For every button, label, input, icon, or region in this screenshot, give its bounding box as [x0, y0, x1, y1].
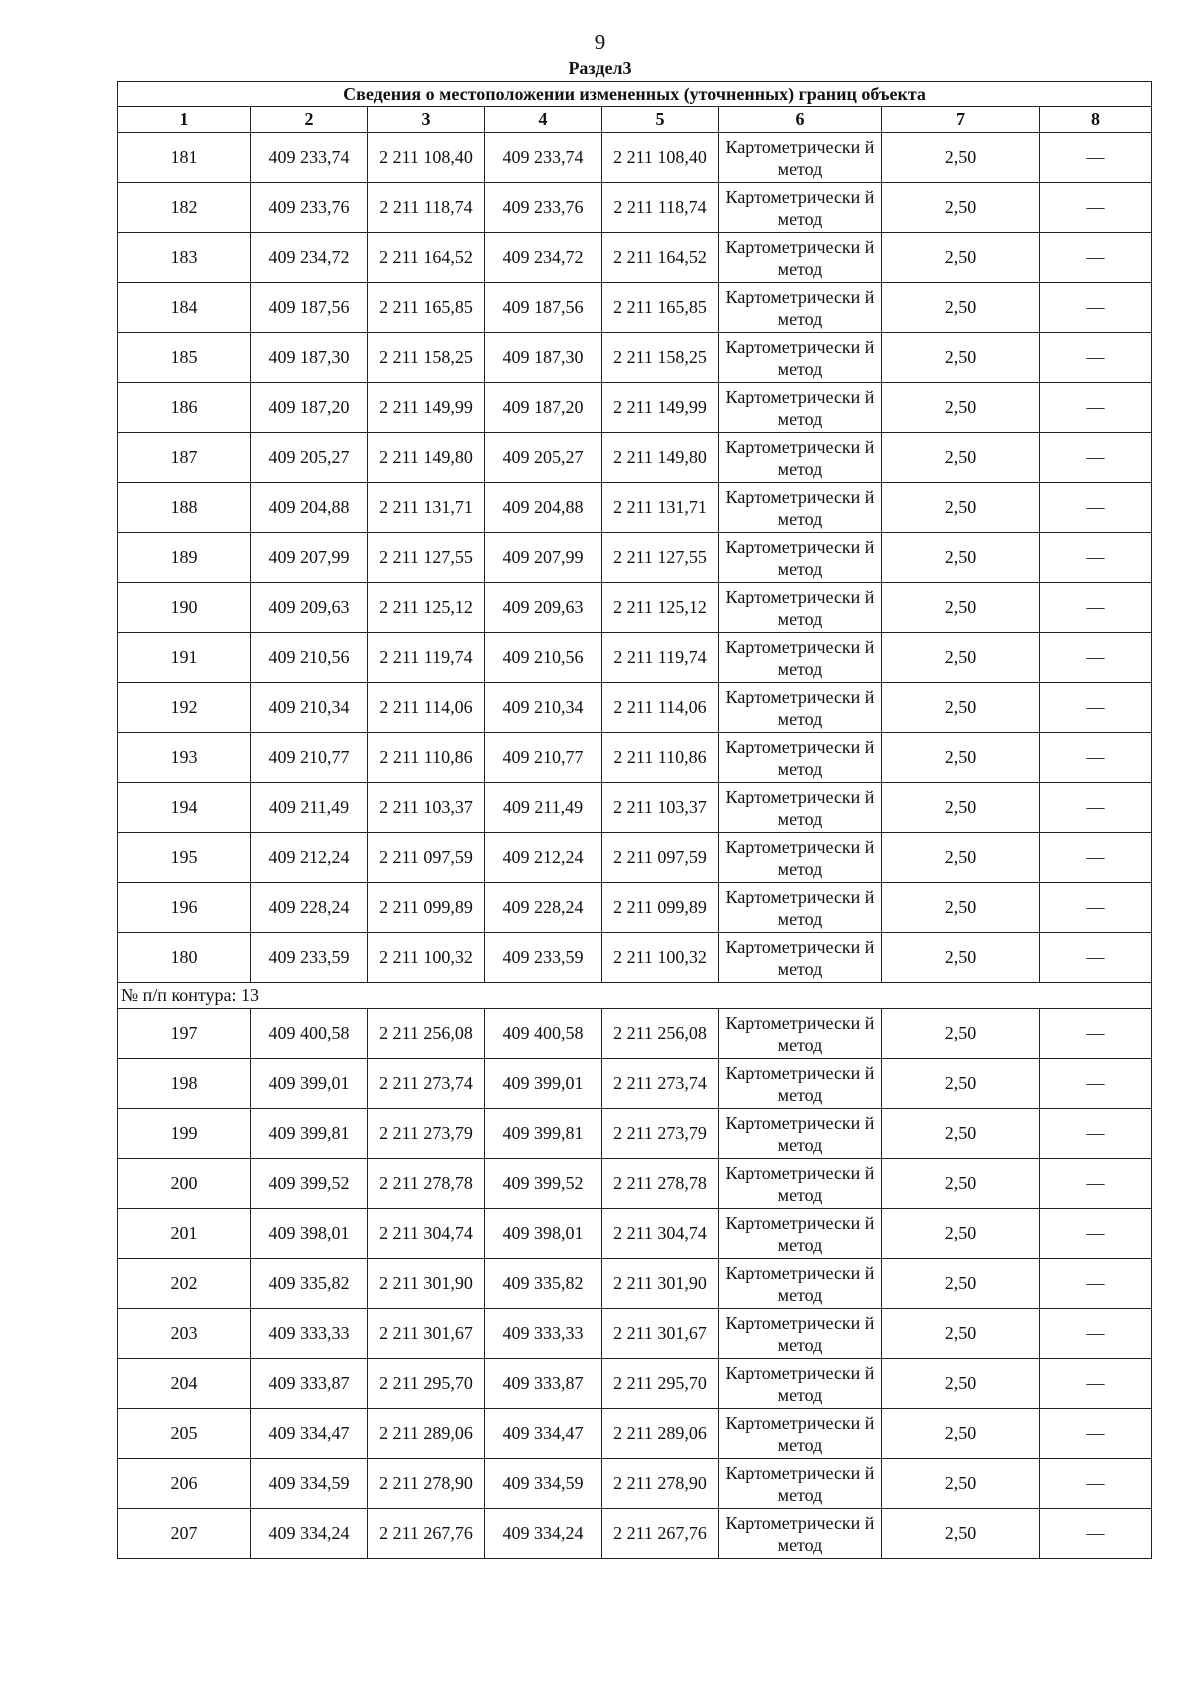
accuracy-cell: 2,50 — [882, 883, 1040, 933]
section-title: Раздел3 — [568, 58, 632, 78]
accuracy-cell: 2,50 — [882, 1309, 1040, 1359]
column-header-4: 4 — [485, 107, 602, 133]
point-number-cell: 190 — [118, 583, 251, 633]
accuracy-cell: 2,50 — [882, 1209, 1040, 1259]
coordinate-cell: 2 211 289,06 — [368, 1409, 485, 1459]
description-cell: — — [1040, 933, 1152, 983]
coordinate-cell: 2 211 149,80 — [368, 433, 485, 483]
coordinate-cell: 2 211 127,55 — [368, 533, 485, 583]
coordinate-cell: 409 212,24 — [251, 833, 368, 883]
description-cell: — — [1040, 483, 1152, 533]
point-number-cell: 198 — [118, 1059, 251, 1109]
accuracy-cell: 2,50 — [882, 1509, 1040, 1559]
table-row — [118, 233, 1152, 283]
coordinate-cell: 409 334,47 — [251, 1409, 368, 1459]
coordinate-cell: 2 211 304,74 — [602, 1209, 719, 1259]
coordinate-cell: 2 211 278,78 — [602, 1159, 719, 1209]
coordinate-cell: 2 211 273,79 — [368, 1109, 485, 1159]
method-cell: Картометрически й метод — [719, 1309, 882, 1359]
point-number-cell: 204 — [118, 1359, 251, 1409]
coordinate-cell: 2 211 267,76 — [368, 1509, 485, 1559]
coordinate-cell: 2 211 099,89 — [602, 883, 719, 933]
point-number-cell: 203 — [118, 1309, 251, 1359]
point-number-cell: 196 — [118, 883, 251, 933]
coordinate-cell: 2 211 114,06 — [602, 683, 719, 733]
table-row — [118, 833, 1152, 883]
table-row — [118, 133, 1152, 183]
table-row — [118, 733, 1152, 783]
table-row — [118, 683, 1152, 733]
table-row — [118, 433, 1152, 483]
method-cell: Картометрически й метод — [719, 933, 882, 983]
coordinate-cell: 409 400,58 — [251, 1009, 368, 1059]
coordinate-cell: 2 211 273,74 — [368, 1059, 485, 1109]
description-cell: — — [1040, 783, 1152, 833]
boundary-coordinates-table — [117, 81, 1152, 1559]
coordinate-cell: 409 210,56 — [485, 633, 602, 683]
method-cell: Картометрически й метод — [719, 1209, 882, 1259]
accuracy-cell: 2,50 — [882, 1109, 1040, 1159]
method-cell: Картометрически й метод — [719, 1259, 882, 1309]
table-title: Сведения о местоположении измененных (уточненных) границ объекта — [118, 82, 1152, 107]
description-cell: — — [1040, 1009, 1152, 1059]
coordinate-cell: 409 334,59 — [251, 1459, 368, 1509]
table-row — [118, 1159, 1152, 1209]
coordinate-cell: 409 398,01 — [485, 1209, 602, 1259]
accuracy-cell: 2,50 — [882, 533, 1040, 583]
contour-label-row — [118, 983, 1152, 1009]
coordinate-cell: 2 211 097,59 — [368, 833, 485, 883]
table-row — [118, 1059, 1152, 1109]
coordinate-cell: 409 399,81 — [251, 1109, 368, 1159]
coordinate-cell: 2 211 125,12 — [368, 583, 485, 633]
coordinate-cell: 409 204,88 — [485, 483, 602, 533]
coordinate-cell: 409 212,24 — [485, 833, 602, 883]
method-cell: Картометрически й метод — [719, 833, 882, 883]
coordinate-cell: 409 335,82 — [251, 1259, 368, 1309]
description-cell: — — [1040, 1409, 1152, 1459]
coordinate-cell: 409 399,01 — [485, 1059, 602, 1109]
accuracy-cell: 2,50 — [882, 933, 1040, 983]
method-cell: Картометрически й метод — [719, 783, 882, 833]
coordinate-cell: 409 334,59 — [485, 1459, 602, 1509]
table-row — [118, 1109, 1152, 1159]
table-row — [118, 633, 1152, 683]
coordinate-cell: 2 211 099,89 — [368, 883, 485, 933]
accuracy-cell: 2,50 — [882, 1359, 1040, 1409]
method-cell: Картометрически й метод — [719, 133, 882, 183]
description-cell: — — [1040, 833, 1152, 883]
coordinate-cell: 2 211 110,86 — [368, 733, 485, 783]
coordinate-cell: 2 211 149,99 — [602, 383, 719, 433]
point-number-cell: 187 — [118, 433, 251, 483]
table-row — [118, 1409, 1152, 1459]
coordinate-cell: 409 399,52 — [251, 1159, 368, 1209]
accuracy-cell: 2,50 — [882, 1059, 1040, 1109]
coordinate-cell: 2 211 301,90 — [602, 1259, 719, 1309]
table-row — [118, 583, 1152, 633]
coordinate-cell: 409 187,56 — [485, 283, 602, 333]
description-cell: — — [1040, 683, 1152, 733]
description-cell: — — [1040, 383, 1152, 433]
point-number-cell: 195 — [118, 833, 251, 883]
accuracy-cell: 2,50 — [882, 733, 1040, 783]
coordinate-cell: 409 334,47 — [485, 1409, 602, 1459]
description-cell: — — [1040, 583, 1152, 633]
column-header-1: 1 — [118, 107, 251, 133]
coordinate-cell: 2 211 256,08 — [602, 1009, 719, 1059]
coordinate-cell: 409 187,56 — [251, 283, 368, 333]
accuracy-cell: 2,50 — [882, 1459, 1040, 1509]
method-cell: Картометрически й метод — [719, 1059, 882, 1109]
point-number-cell: 207 — [118, 1509, 251, 1559]
point-number-cell: 191 — [118, 633, 251, 683]
coordinate-cell: 409 333,87 — [251, 1359, 368, 1409]
table-row — [118, 283, 1152, 333]
description-cell: — — [1040, 533, 1152, 583]
method-cell: Картометрически й метод — [719, 1359, 882, 1409]
coordinate-cell: 2 211 301,67 — [602, 1309, 719, 1359]
accuracy-cell: 2,50 — [882, 133, 1040, 183]
coordinate-cell: 2 211 097,59 — [602, 833, 719, 883]
point-number-cell: 186 — [118, 383, 251, 433]
accuracy-cell: 2,50 — [882, 1409, 1040, 1459]
method-cell: Картометрически й метод — [719, 1409, 882, 1459]
coordinate-cell: 409 211,49 — [485, 783, 602, 833]
accuracy-cell: 2,50 — [882, 233, 1040, 283]
point-number-cell: 189 — [118, 533, 251, 583]
coordinate-cell: 409 233,74 — [485, 133, 602, 183]
point-number-cell: 184 — [118, 283, 251, 333]
coordinate-cell: 409 204,88 — [251, 483, 368, 533]
coordinate-cell: 409 209,63 — [485, 583, 602, 633]
coordinate-cell: 2 211 118,74 — [602, 183, 719, 233]
method-cell: Картометрически й метод — [719, 433, 882, 483]
description-cell: — — [1040, 883, 1152, 933]
point-number-cell: 202 — [118, 1259, 251, 1309]
point-number-cell: 188 — [118, 483, 251, 533]
column-header-row — [118, 107, 1152, 133]
coordinate-cell: 2 211 158,25 — [368, 333, 485, 383]
coordinate-cell: 409 400,58 — [485, 1009, 602, 1059]
coordinate-cell: 409 205,27 — [485, 433, 602, 483]
page-number: 9 — [594, 30, 606, 54]
accuracy-cell: 2,50 — [882, 583, 1040, 633]
coordinate-cell: 2 211 125,12 — [602, 583, 719, 633]
coordinate-cell: 2 211 158,25 — [602, 333, 719, 383]
accuracy-cell: 2,50 — [882, 433, 1040, 483]
coordinate-cell: 409 399,01 — [251, 1059, 368, 1109]
coordinate-cell: 409 233,59 — [485, 933, 602, 983]
coordinate-cell: 2 211 273,74 — [602, 1059, 719, 1109]
coordinate-cell: 409 233,76 — [251, 183, 368, 233]
coordinate-cell: 409 187,20 — [251, 383, 368, 433]
table-row — [118, 1309, 1152, 1359]
coordinate-cell: 2 211 118,74 — [368, 183, 485, 233]
accuracy-cell: 2,50 — [882, 833, 1040, 883]
method-cell: Картометрически й метод — [719, 1459, 882, 1509]
coordinate-cell: 2 211 164,52 — [368, 233, 485, 283]
description-cell: — — [1040, 183, 1152, 233]
table-row — [118, 883, 1152, 933]
coordinate-cell: 409 211,49 — [251, 783, 368, 833]
coordinate-cell: 2 211 278,90 — [602, 1459, 719, 1509]
coordinate-cell: 409 228,24 — [485, 883, 602, 933]
coordinate-cell: 2 211 278,78 — [368, 1159, 485, 1209]
coordinate-cell: 2 211 100,32 — [368, 933, 485, 983]
table-row — [118, 333, 1152, 383]
coordinate-cell: 409 333,87 — [485, 1359, 602, 1409]
point-number-cell: 199 — [118, 1109, 251, 1159]
description-cell: — — [1040, 733, 1152, 783]
column-header-7: 7 — [882, 107, 1040, 133]
description-cell: — — [1040, 1259, 1152, 1309]
table-row — [118, 1009, 1152, 1059]
table-row — [118, 1509, 1152, 1559]
method-cell: Картометрически й метод — [719, 1509, 882, 1559]
description-cell: — — [1040, 333, 1152, 383]
coordinate-cell: 409 209,63 — [251, 583, 368, 633]
method-cell: Картометрически й метод — [719, 283, 882, 333]
coordinate-cell: 409 210,77 — [485, 733, 602, 783]
method-cell: Картометрически й метод — [719, 1159, 882, 1209]
method-cell: Картометрически й метод — [719, 733, 882, 783]
coordinate-cell: 2 211 301,90 — [368, 1259, 485, 1309]
description-cell: — — [1040, 1459, 1152, 1509]
coordinate-cell: 2 211 295,70 — [602, 1359, 719, 1409]
contour-label: № п/п контура: 13 — [118, 983, 1152, 1009]
coordinate-cell: 409 334,24 — [251, 1509, 368, 1559]
method-cell: Картометрически й метод — [719, 183, 882, 233]
method-cell: Картометрически й метод — [719, 233, 882, 283]
table-row — [118, 1359, 1152, 1409]
accuracy-cell: 2,50 — [882, 383, 1040, 433]
description-cell: — — [1040, 133, 1152, 183]
point-number-cell: 206 — [118, 1459, 251, 1509]
point-number-cell: 183 — [118, 233, 251, 283]
coordinate-cell: 2 211 114,06 — [368, 683, 485, 733]
table-row — [118, 1459, 1152, 1509]
point-number-cell: 180 — [118, 933, 251, 983]
accuracy-cell: 2,50 — [882, 1009, 1040, 1059]
point-number-cell: 181 — [118, 133, 251, 183]
coordinate-cell: 2 211 131,71 — [602, 483, 719, 533]
coordinate-cell: 409 210,34 — [485, 683, 602, 733]
column-header-8: 8 — [1040, 107, 1152, 133]
coordinate-cell: 2 211 103,37 — [368, 783, 485, 833]
description-cell: — — [1040, 1509, 1152, 1559]
description-cell: — — [1040, 1359, 1152, 1409]
point-number-cell: 192 — [118, 683, 251, 733]
coordinate-cell: 409 228,24 — [251, 883, 368, 933]
coordinate-cell: 2 211 256,08 — [368, 1009, 485, 1059]
coordinate-cell: 2 211 165,85 — [602, 283, 719, 333]
point-number-cell: 182 — [118, 183, 251, 233]
coordinate-cell: 409 210,34 — [251, 683, 368, 733]
point-number-cell: 185 — [118, 333, 251, 383]
coordinate-cell: 2 211 149,99 — [368, 383, 485, 433]
coordinate-cell: 409 187,30 — [485, 333, 602, 383]
description-cell: — — [1040, 283, 1152, 333]
point-number-cell: 200 — [118, 1159, 251, 1209]
coordinate-cell: 2 211 267,76 — [602, 1509, 719, 1559]
point-number-cell: 194 — [118, 783, 251, 833]
table-title-row — [118, 82, 1152, 107]
coordinate-cell: 409 187,30 — [251, 333, 368, 383]
table-row — [118, 533, 1152, 583]
coordinate-cell: 2 211 273,79 — [602, 1109, 719, 1159]
coordinate-cell: 409 207,99 — [485, 533, 602, 583]
accuracy-cell: 2,50 — [882, 283, 1040, 333]
accuracy-cell: 2,50 — [882, 783, 1040, 833]
coordinate-cell: 409 233,76 — [485, 183, 602, 233]
coordinate-cell: 409 234,72 — [251, 233, 368, 283]
accuracy-cell: 2,50 — [882, 683, 1040, 733]
coordinate-cell: 2 211 295,70 — [368, 1359, 485, 1409]
coordinate-cell: 2 211 278,90 — [368, 1459, 485, 1509]
method-cell: Картометрически й метод — [719, 1009, 882, 1059]
coordinate-cell: 2 211 119,74 — [368, 633, 485, 683]
method-cell: Картометрически й метод — [719, 333, 882, 383]
description-cell: — — [1040, 1109, 1152, 1159]
method-cell: Картометрически й метод — [719, 483, 882, 533]
coordinate-cell: 2 211 110,86 — [602, 733, 719, 783]
point-number-cell: 201 — [118, 1209, 251, 1259]
method-cell: Картометрически й метод — [719, 583, 882, 633]
description-cell: — — [1040, 633, 1152, 683]
coordinate-cell: 409 210,56 — [251, 633, 368, 683]
description-cell: — — [1040, 1309, 1152, 1359]
coordinate-cell: 2 211 127,55 — [602, 533, 719, 583]
coordinate-cell: 2 211 108,40 — [602, 133, 719, 183]
coordinate-cell: 2 211 164,52 — [602, 233, 719, 283]
description-cell: — — [1040, 433, 1152, 483]
coordinate-cell: 2 211 100,32 — [602, 933, 719, 983]
method-cell: Картометрически й метод — [719, 683, 882, 733]
description-cell: — — [1040, 1059, 1152, 1109]
coordinate-cell: 409 335,82 — [485, 1259, 602, 1309]
description-cell: — — [1040, 1209, 1152, 1259]
column-header-3: 3 — [368, 107, 485, 133]
table-row — [118, 1259, 1152, 1309]
method-cell: Картометрически й метод — [719, 883, 882, 933]
coordinate-cell: 409 334,24 — [485, 1509, 602, 1559]
column-header-2: 2 — [251, 107, 368, 133]
accuracy-cell: 2,50 — [882, 183, 1040, 233]
coordinate-cell: 2 211 119,74 — [602, 633, 719, 683]
point-number-cell: 197 — [118, 1009, 251, 1059]
coordinate-cell: 409 234,72 — [485, 233, 602, 283]
method-cell: Картометрически й метод — [719, 1109, 882, 1159]
accuracy-cell: 2,50 — [882, 333, 1040, 383]
coordinate-cell: 2 211 131,71 — [368, 483, 485, 533]
accuracy-cell: 2,50 — [882, 633, 1040, 683]
table-row — [118, 933, 1152, 983]
method-cell: Картометрически й метод — [719, 633, 882, 683]
table-row — [118, 383, 1152, 433]
coordinate-cell: 2 211 165,85 — [368, 283, 485, 333]
coordinate-cell: 2 211 108,40 — [368, 133, 485, 183]
column-header-5: 5 — [602, 107, 719, 133]
coordinate-cell: 2 211 149,80 — [602, 433, 719, 483]
table-row — [118, 483, 1152, 533]
coordinate-cell: 409 399,52 — [485, 1159, 602, 1209]
column-header-6: 6 — [719, 107, 882, 133]
coordinate-cell: 409 205,27 — [251, 433, 368, 483]
table-row — [118, 783, 1152, 833]
accuracy-cell: 2,50 — [882, 483, 1040, 533]
accuracy-cell: 2,50 — [882, 1259, 1040, 1309]
coordinate-cell: 409 207,99 — [251, 533, 368, 583]
coordinate-cell: 409 187,20 — [485, 383, 602, 433]
coordinate-cell: 409 210,77 — [251, 733, 368, 783]
coordinate-cell: 409 399,81 — [485, 1109, 602, 1159]
method-cell: Картометрически й метод — [719, 533, 882, 583]
coordinate-cell: 2 211 289,06 — [602, 1409, 719, 1459]
coordinate-cell: 409 233,59 — [251, 933, 368, 983]
method-cell: Картометрически й метод — [719, 383, 882, 433]
coordinate-cell: 409 333,33 — [251, 1309, 368, 1359]
coordinate-cell: 409 333,33 — [485, 1309, 602, 1359]
table-body — [118, 133, 1152, 1559]
coordinate-cell: 409 398,01 — [251, 1209, 368, 1259]
coordinate-cell: 2 211 301,67 — [368, 1309, 485, 1359]
description-cell: — — [1040, 233, 1152, 283]
accuracy-cell: 2,50 — [882, 1159, 1040, 1209]
coordinate-cell: 2 211 103,37 — [602, 783, 719, 833]
point-number-cell: 205 — [118, 1409, 251, 1459]
coordinate-cell: 2 211 304,74 — [368, 1209, 485, 1259]
coordinate-cell: 409 233,74 — [251, 133, 368, 183]
table-row — [118, 1209, 1152, 1259]
point-number-cell: 193 — [118, 733, 251, 783]
description-cell: — — [1040, 1159, 1152, 1209]
table-row — [118, 183, 1152, 233]
